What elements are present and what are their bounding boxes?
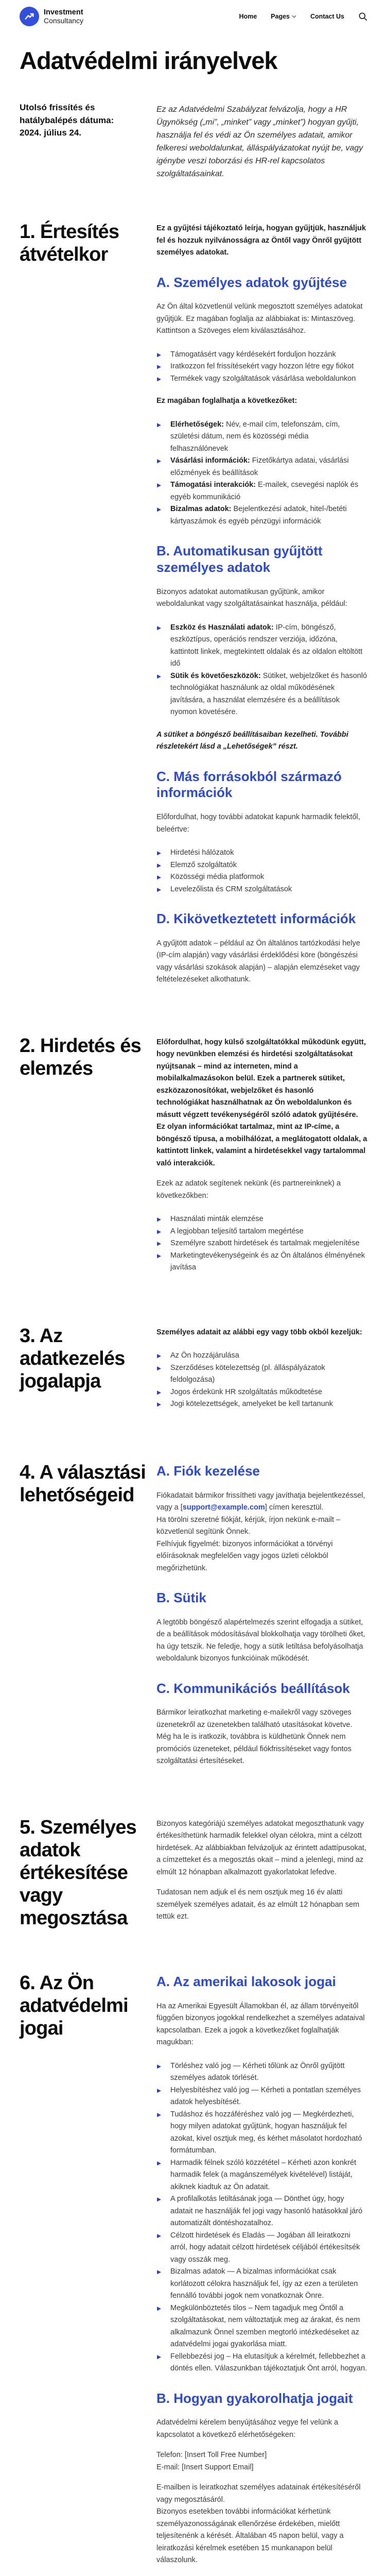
- bullet-list: [156, 349, 367, 385]
- paragraph: Az Ön által közvetlenül velünk megosztott személyes adatokat gyűjtjük. Ez magában foglalja az alábbiakat is: Mintaszöveg. Kattintson a Szöveges elem kiválasztásához.: [156, 302, 363, 335]
- bullet-list: [156, 419, 367, 528]
- bullet-item: ▶ Az Ön hozzájárulása: [156, 1350, 367, 1362]
- bullet-item: ▶ Eszköz és Használati adatok: IP-cím, böngésző, eszköztípus, operációs rendszer verziója, időzóna, kattintott linkek, megtekintett oldalak és az oldalon eltöltött idő: [156, 622, 367, 670]
- bullet-item: ▶ Elemző szolgáltatók: [156, 859, 367, 872]
- brand-name-line1: Investment: [44, 8, 83, 16]
- section-content: [156, 1325, 367, 1421]
- nav-home[interactable]: Home: [239, 13, 257, 20]
- paragraph: A legtöbb böngésző alapértelmezés szerint elfogadja a sütiket, de a beállítások módosításával blokkolhatja vagy törölheti őket, ha úgy tetszik. Ne feledje, hogy a sütik letiltása befolyásolhatja weboldalunk bizonyos funkcióinak működését.: [156, 1618, 365, 1663]
- subsection-heading: D. Kikövetkeztetett információk: [156, 911, 356, 927]
- bullet-item: ▶ Elérhetőségek: Név, e-mail cím, telefonszám, cím, születési dátum, nem és közösségi média felhasználónevek: [156, 419, 367, 455]
- bullet-item: ▶ Személyre szabott hirdetések és tartalmak megjelenítése: [156, 1238, 367, 1250]
- nav-pages-label: Pages: [271, 13, 290, 20]
- section-content: [156, 1972, 367, 2576]
- section-heading: 4. A választási lehetőségeid: [20, 1461, 146, 1506]
- paragraph: Ez a gyűjtési tájékoztató leírja, hogyan gyűjtjük, használjuk fel és hozzuk nyilvánosságra az Öntől vagy Önről gyűjtött személyes adatokat.: [156, 224, 366, 257]
- paragraph: Ez magában foglalhatja a következőket:: [156, 397, 297, 405]
- bullet-item: ▶ Közösségi média platformok: [156, 871, 367, 884]
- bullet-item: ▶ Sütik és követőeszközök: Sütiket, webjelzőket és hasonló technológiákat használunk az oldal működésének javítására, a használat elemzésére és a beállítások nyomon követésére.: [156, 670, 367, 719]
- policy-section: [0, 1816, 386, 1931]
- nav-pages[interactable]: [271, 13, 296, 20]
- paragraph: Fiókadatait bármikor frissítheti vagy javíthatja bejelentkezéssel, vagy a [support@example.com] címen keresztül. Ha törölni szeretné fiókját, kérjük, írjon nekünk e-mailt – közvetlenül segítünk Önnek. Felhívjuk figyelmét: bizonyos információkat a törvényi előírásoknak megfelelően vagy jogos üzleti célokból megőrizhetünk.: [156, 1491, 365, 1572]
- paragraph: A sütiket a böngésző beállításaiban kezelheti. További részletekért lásd a „Lehetőségek” részt.: [156, 730, 348, 751]
- bullet-item: ▶ Vásárlási információk: Fizetőkártya adatai, vásárlási előzmények és beállítások: [156, 455, 367, 479]
- chevron-down-icon: [292, 15, 296, 18]
- policy-section: [0, 1972, 386, 2576]
- section-heading: 6. Az Ön adatvédelmi jogai: [20, 1972, 128, 2040]
- last-updated-date: 2024. július 24.: [20, 128, 82, 138]
- paragraph: A gyűjtött adatok – például az Ön általános tartózkodási helye (IP-cím alapján) vagy vásárlási érdeklődési köre (böngészési vagy vásárlási szokások alapján) – alapján elemzéseket vagy feltételezéseket alkothatunk.: [156, 939, 360, 984]
- nav-contact-us[interactable]: Contact Us: [310, 13, 344, 20]
- subsection-heading: B. Hogyan gyakorolhatja jogait: [156, 2390, 353, 2406]
- subsection-heading: C. Más forrásokból származó információk: [156, 768, 342, 801]
- bullet-item: ▶ Megkülönböztetés tilos – Nem tagadjuk meg Öntől a szolgáltatásokat, nem változtatjuk meg az árakat, és nem alkalmazunk Önnel szemben megtorló intézkedéseket az adatvédelmi jogai gyakorlása miatt.: [156, 2302, 367, 2351]
- section-heading: 3. Az adatkezelés jogalapja: [20, 1325, 125, 1392]
- section-heading: 1. Értesítés átvételkor: [20, 221, 119, 266]
- bullet-list: [156, 847, 367, 895]
- bullet-item: ▶ Célzott hirdetések és Eladás — Jogában áll leiratkozni arról, hogy adatait célzott hirdetések céljából értékesítsék vagy osszák meg.: [156, 2230, 367, 2266]
- trending-arrow-icon: [20, 7, 39, 26]
- section-content: [156, 1035, 367, 1284]
- bullet-list: [156, 1350, 367, 1411]
- brand-name-line2: Consultancy: [44, 16, 84, 25]
- bullet-item: ▶ Bizalmas adatok — A bizalmas információkat csak korlátozott célokra használjuk fel, így az ezen a területen fennálló további jogok nem vonatkoznak Önre.: [156, 2266, 367, 2302]
- bullet-item: ▶ Levelezőlista és CRM szolgáltatások: [156, 884, 367, 896]
- bullet-item: ▶ A legjobban teljesítő tartalom megértése: [156, 1226, 367, 1238]
- subsection-heading: C. Kommunikációs beállítások: [156, 1680, 350, 1696]
- bullet-item: ▶ Szerződéses kötelezettség (pl. álláspályázatok feldolgozása): [156, 1362, 367, 1386]
- main-nav: [239, 12, 367, 21]
- last-updated-label: [20, 101, 156, 180]
- paragraph: Tudatosan nem adjuk el és nem osztjuk meg 16 év alatti személyek személyes adatait, és az elmúlt 12 hónapban sem tettük ezt.: [156, 1888, 360, 1921]
- bullet-list: [156, 2060, 367, 2375]
- policy-section: [0, 1461, 386, 1776]
- bullet-list: [156, 622, 367, 719]
- paragraph: Előfordulhat, hogy külső szolgáltatókkal működünk együtt, hogy nevünkben elemzési és hirdetési szolgáltatásokat nyújtsanak – mind az interneten, mind a mobilalkalmazásokon belül. Ezek a partnerek sütiket, eszközazonosítókat, webjelzőket és hasonló technológiákat használhatnak az Ön weboldalunkon és másutt végzett tevékenységéről szóló adatok gyűjtésére. Ez olyan információkat tartalmaz, mint az IP-címe, a böngésző típusa, a mobilhálózat, a meglátogatott oldalak, a kattintott linkek, valamint a hirdetésekkel vagy tartalommal való interakciók.: [156, 1038, 367, 1167]
- site-header: [0, 0, 386, 31]
- bullet-item: ▶ Helyesbítéshez való jog — Kérheti a pontatlan személyes adatok helyesbítését.: [156, 2084, 367, 2109]
- bullet-item: ▶ Tudáshoz és hozzáféréshez való jog — Megkérdezheti, hogy milyen adatokat gyűjtünk, hogyan használjuk fel azokat, kivel osztjuk meg, és kérhet másolatot hordozható formátumban.: [156, 2109, 367, 2157]
- subsection-heading: A. Az amerikai lakosok jogai: [156, 1973, 336, 1989]
- paragraph: Telefon: [Insert Toll Free Number] E-mail: [Insert Support Email]: [156, 2451, 267, 2471]
- paragraph: Előfordulhat, hogy további adatokat kapunk harmadik felektől, beleértve:: [156, 813, 360, 834]
- intro-row: [0, 101, 386, 180]
- paragraph: Bizonyos kategóriájú személyes adatokat megoszthatunk vagy értékesíthetünk harmadik felekkel olyan célokra, mint a célzott hirdetések. Az alábbiakban felvázoljuk az érintett adattípusokat, a címzetteket és a megosztás okait – mind a jelenlegi, mind az elmúlt 12 hónapban alkalmazott gyakorlatokat lefedve.: [156, 1819, 366, 1876]
- bullet-list: [156, 1213, 367, 1274]
- section-content: [156, 1461, 367, 1776]
- bullet-item: ▶ Hirdetési hálózatok: [156, 847, 367, 859]
- bullet-item: ▶ Támogatási interakciók: E-mailek, csevegési naplók és egyéb kommunikáció: [156, 479, 367, 503]
- bullet-item: ▶ Használati minták elemzése: [156, 1213, 367, 1226]
- subsection-heading: B. Sütik: [156, 1590, 206, 1606]
- bullet-item: ▶ Támogatásért vagy kérdésekért forduljon hozzánk: [156, 349, 367, 361]
- bullet-item: ▶ Harmadik félnek szóló közzététel – Kérheti azon konkrét harmadik felek (a magánszemélyek kivételével) listáját, akiknek kiadtuk az Ön adatait.: [156, 2157, 367, 2194]
- email-link[interactable]: support@example.com: [182, 1503, 265, 1512]
- bullet-item: ▶ Marketingtevékenységeink és az Ön általános élményének javítása: [156, 1250, 367, 1274]
- section-heading: 2. Hirdetés és elemzés: [20, 1035, 141, 1079]
- policy-section: [0, 1035, 386, 1284]
- bullet-item: ▶ Iratkozzon fel frissítésekért vagy hozzon létre egy fiókot: [156, 361, 367, 373]
- bullet-item: ▶ Termékek vagy szolgáltatások vásárlása weboldalunkon: [156, 373, 367, 385]
- policy-section: [0, 1325, 386, 1421]
- paragraph: Adatvédelmi kérelem benyújtásához vegye fel velünk a kapcsolatot a következő elérhetőségeken:: [156, 2418, 339, 2439]
- subsection-heading: B. Automatikusan gyűjtött személyes adatok: [156, 543, 323, 575]
- paragraph: E-mailben is leiratkozhat személyes adatainak értékesítéséről vagy megosztásáról. Bizonyos esetekben további információkat kérhetünk személyazonosságának ellenőrzése érdekében, mielőtt teljesítenénk a kérését. Általában 45 napon belül, vagy a leiratkozási kérelmek esetében 15 munkanapon belül válaszolunk.: [156, 2483, 361, 2565]
- section-heading: 5. Személyes adatok értékesítése vagy megosztása: [20, 1816, 137, 1929]
- bullet-item: ▶ Bizalmas adatok: Bejelentkezési adatok, hitel-/betéti kártyaszámok és egyéb pénzügyi információk: [156, 503, 367, 528]
- subsection-heading: A. Személyes adatok gyűjtése: [156, 274, 347, 290]
- bullet-item: ▶ Jogos érdekünk HR szolgáltatás működtetése: [156, 1386, 367, 1399]
- section-content: [156, 1816, 367, 1931]
- bullet-item: ▶ Jogi kötelezettségek, amelyeket be kell tartanunk: [156, 1398, 367, 1411]
- paragraph: Bármikor leiratkozhat marketing e-mailekről vagy szöveges üzenetekről az üzenetekben található utasításokat követve. Még ha le is iratkozik, továbbra is küldhetünk Önnek nem promóciós üzeneteket, például fiókfrissítéseket vagy fontos szolgáltatási értesítéseket.: [156, 1708, 353, 1766]
- subsection-heading: A. Fiók kezelése: [156, 1463, 260, 1479]
- intro-paragraph: Ez az Adatvédelmi Szabályzat felvázolja, hogy a HR Ügynökség („mi”, „minket” vagy „minket”) hogyan gyűjti, használja fel és védi az Ön személyes adatait, amikor felkeresi weboldalunkat, álláspályázatokat nyújt be, vagy igénybe veszi toborzási és HR-rel kapcsolatos szolgáltatásainkat.: [156, 105, 363, 178]
- paragraph: Bizonyos adatokat automatikusan gyűjtünk, amikor weboldalunkat vagy szolgáltatásainkat használja, például:: [156, 587, 347, 608]
- bullet-item: ▶ Fellebbezési jog – Ha elutasítjuk a kérelmét, fellebbezhet a döntés ellen. Válaszunkban tájékoztatjuk Önt arról, hogyan.: [156, 2351, 367, 2375]
- policy-sections: [0, 221, 386, 2576]
- bullet-item: ▶ A profilalkotás letiltásának joga — Dönthet úgy, hogy adatait ne használják fel jogi vagy hasonló hatásokkal járó automatizált döntéshozatalhoz.: [156, 2193, 367, 2230]
- search-icon[interactable]: [358, 12, 367, 21]
- paragraph: Ha az Amerikai Egyesült Államokban él, az állam törvényeitől függően bizonyos jogokkal rendelkezhet a személyes adataival kapcsolatban. Ezek a jogok a következőket foglalhatják magukban:: [156, 2002, 365, 2047]
- section-content: [156, 221, 367, 994]
- page-title: Adatvédelmi irányelvek: [20, 47, 277, 74]
- bullet-item: ▶ Törléshez való jog — Kérheti tőlünk az Önről gyűjtött személyes adatok törlését.: [156, 2060, 367, 2084]
- paragraph: Ezek az adatok segítenek nekünk (és partnereinknek) a következőkben:: [156, 1179, 341, 1200]
- paragraph: Személyes adatait az alábbi egy vagy több okból kezeljük:: [156, 1328, 362, 1336]
- brand-logo[interactable]: [20, 7, 83, 26]
- last-updated-text: Utolsó frissítés és hatálybalépés dátuma:: [20, 103, 114, 125]
- policy-section: [0, 221, 386, 994]
